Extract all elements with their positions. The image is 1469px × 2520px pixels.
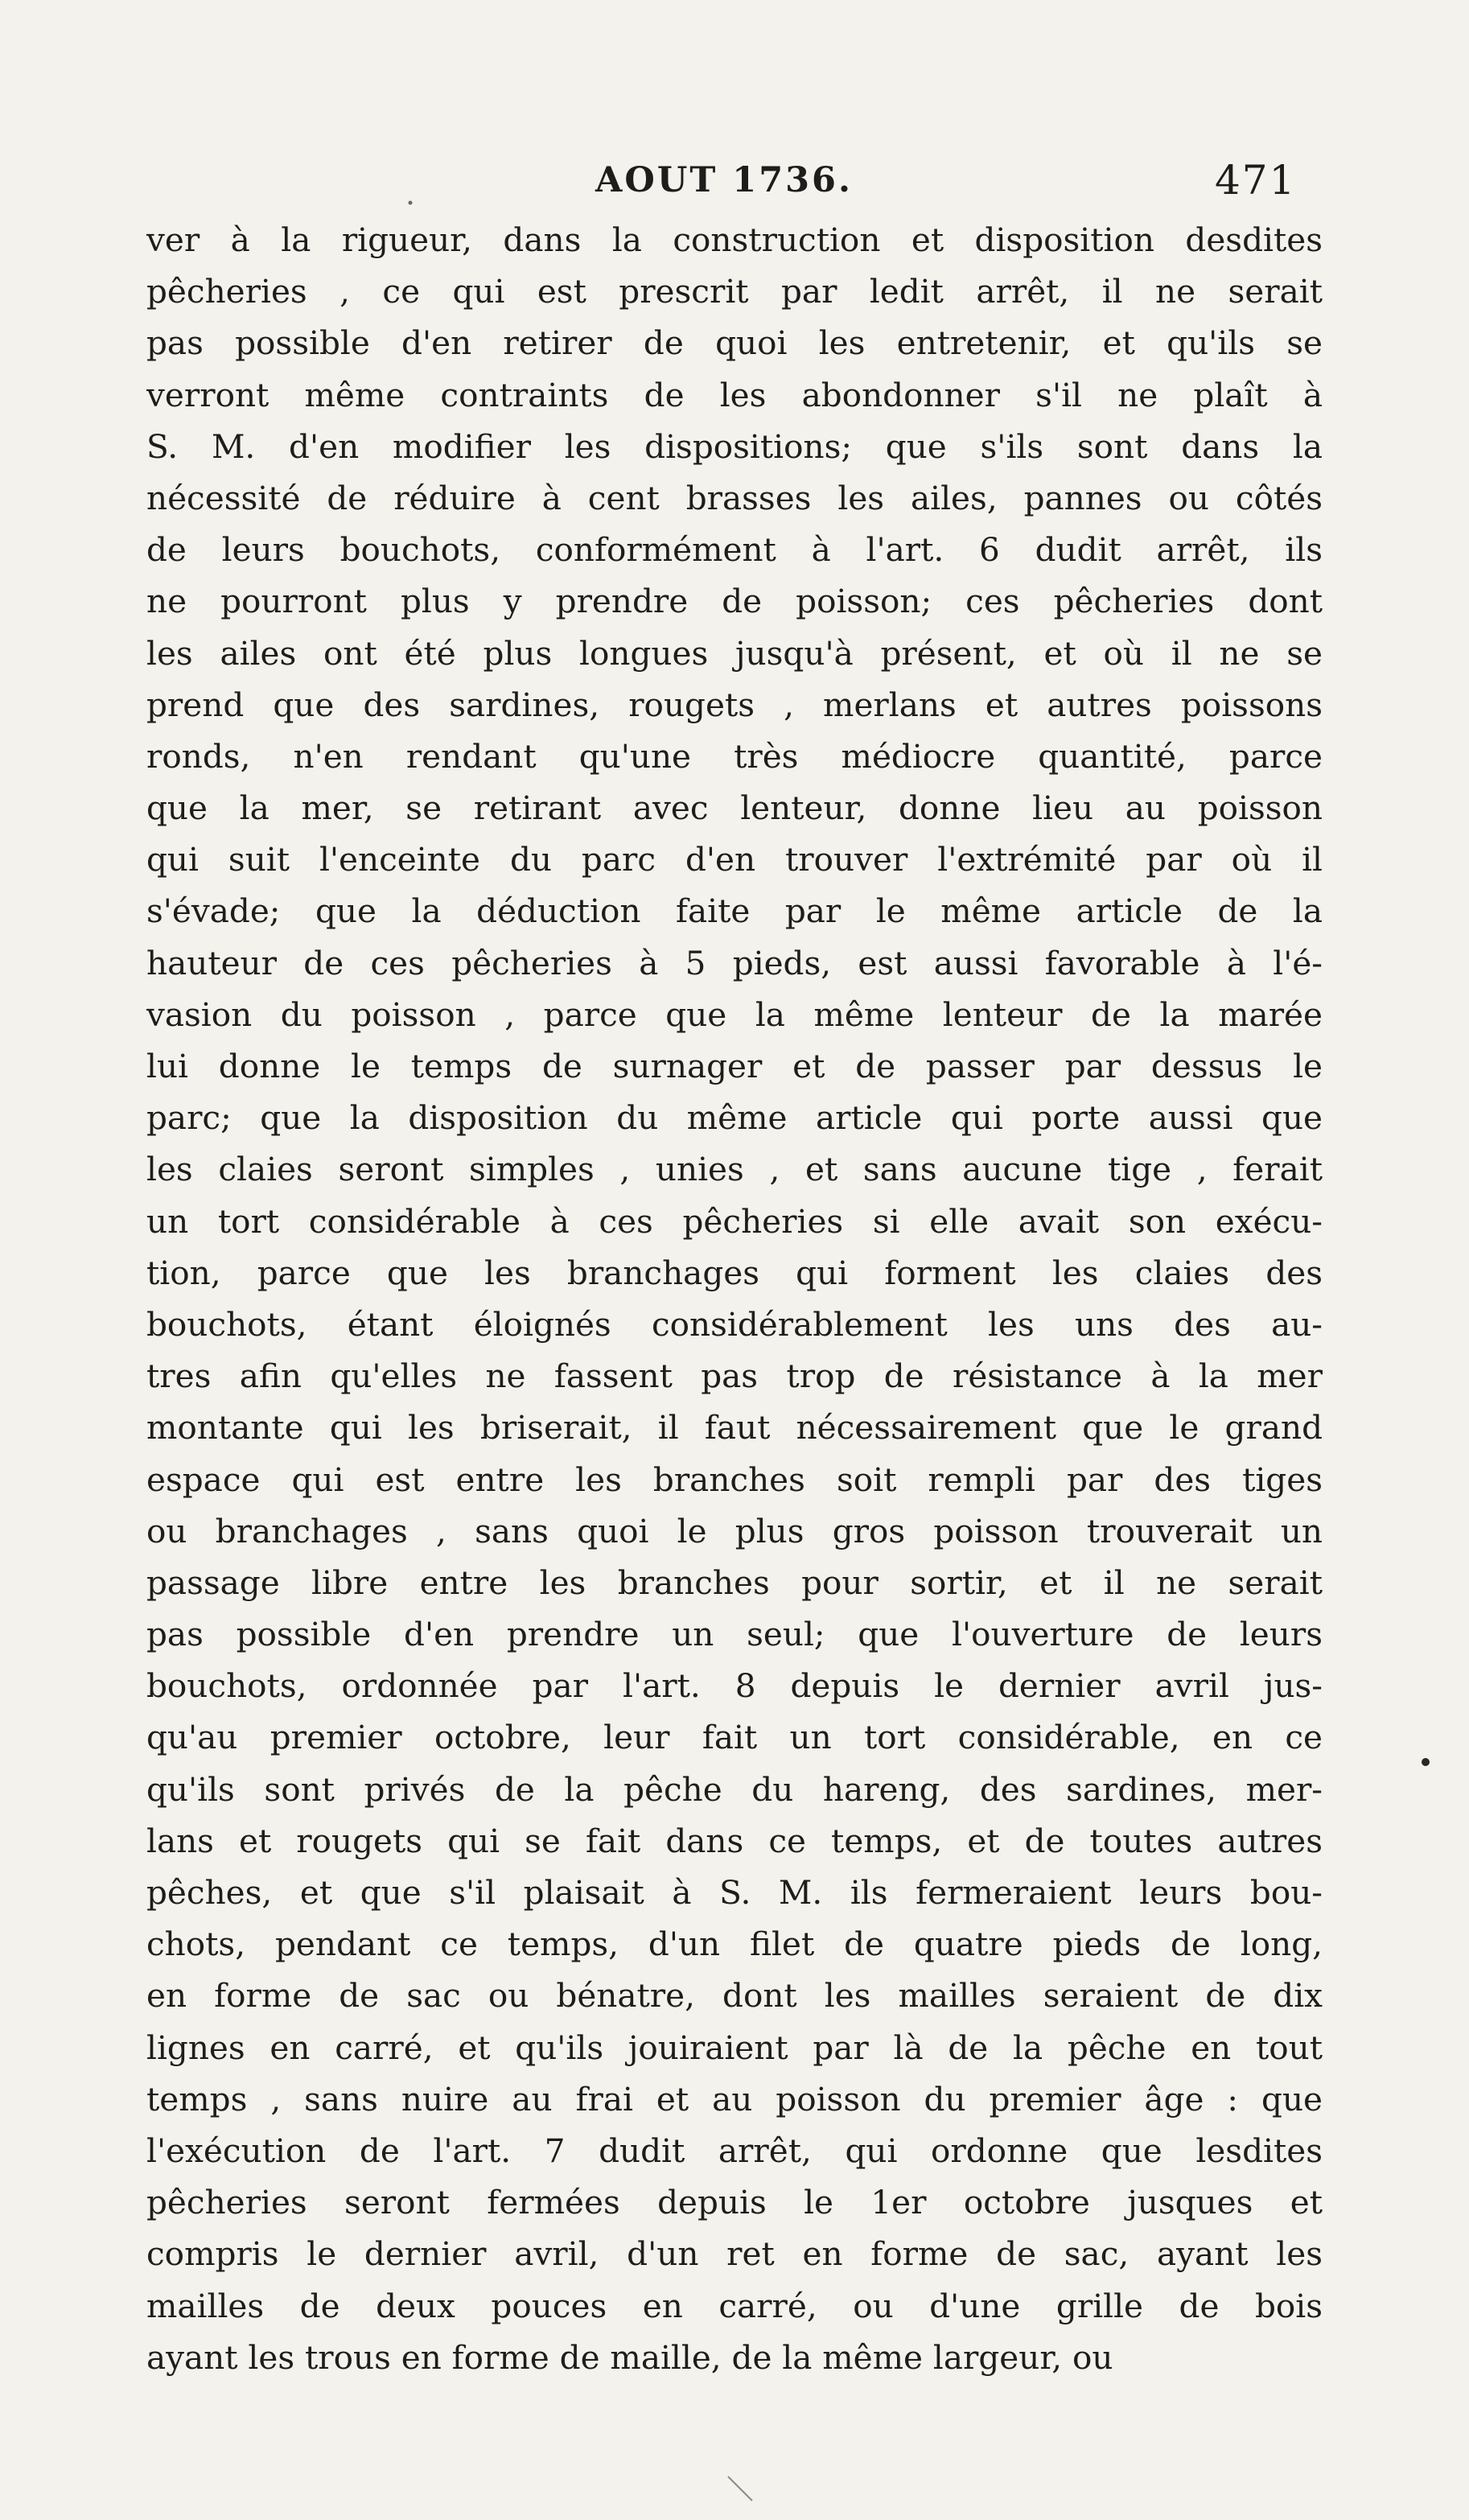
text-line: pas possible d'en retirer de quoi les entretenir, et qu'ils se — [146, 323, 1323, 363]
text-line: S. M. d'en modifier les dispositions; que s'ils sont dans la — [146, 426, 1323, 466]
text-line: nécessité de réduire à cent brasses les ailes, pannes ou côtés — [146, 478, 1323, 517]
text-line: chots, pendant ce temps, d'un filet de quatre pieds de long, — [146, 1925, 1323, 1964]
text-line: les ailes ont été plus longues jusqu'à présent, et où il ne se — [146, 633, 1323, 673]
text-line: montante qui les briserait, il faut nécessairement que le grand — [146, 1408, 1323, 1447]
text-line: hauteur de ces pêcheries à 5 pieds, est aussi favorable à l'é- — [146, 943, 1323, 982]
text-line: temps , sans nuire au frai et au poisson du premier âge : que — [146, 2079, 1323, 2119]
text-line: pêches, et que s'il plaisait à S. M. ils fermeraient leurs bou- — [146, 1873, 1323, 1912]
text-line: mailles de deux pouces en carré, ou d'une grille de bois — [146, 2286, 1323, 2325]
text-line: de leurs bouchots, conformément à l'art. 6 dudit arrêt, ils — [146, 530, 1323, 570]
text-line: qu'au premier octobre, leur fait un tort considérable, en ce — [146, 1718, 1323, 1757]
text-line: que la mer, se retirant avec lenteur, donne lieu au poisson — [146, 789, 1323, 828]
paper-fiber — [728, 2477, 752, 2501]
text-line: lignes en carré, et qu'ils jouiraient par là de la pêche en tout — [146, 2028, 1323, 2067]
text-line: vasion du poisson , parce que la même lenteur de la marée — [146, 994, 1323, 1034]
text-line: compris le dernier avril, d'un ret en forme de sac, ayant les — [146, 2234, 1323, 2274]
running-head — [145, 157, 1319, 213]
text-line: pêcheries , ce qui est prescrit par ledit arrêt, il ne serait — [146, 272, 1323, 311]
text-line: verront même contraints de les abondonner s'il ne plaît à — [146, 375, 1323, 414]
text-line: ronds, n'en rendant qu'une très médiocre quantité, parce — [146, 736, 1323, 776]
text-line: bouchots, étant éloignés considérablement les uns des au- — [146, 1304, 1323, 1344]
text-line: ayant les trous en forme de maille, de la même largeur, ou — [146, 2337, 1113, 2377]
text-line: un tort considérable à ces pêcheries si elle avait son exécu- — [146, 1201, 1323, 1241]
text-line: tion, parce que les branchages qui forment les claies des — [146, 1253, 1323, 1292]
text-line: les claies seront simples , unies , et sans aucune tige , ferait — [146, 1150, 1323, 1189]
text-line: qu'ils sont privés de la pêche du hareng, des sardines, mer- — [146, 1769, 1323, 1809]
text-line: ne pourront plus y prendre de poisson; ces pêcheries dont — [146, 582, 1323, 621]
text-line: parc; que la disposition du même article qui porte aussi que — [146, 1098, 1323, 1138]
text-line: passage libre entre les branches pour sortir, et il ne serait — [146, 1563, 1323, 1602]
text-line: l'exécution de l'art. 7 dudit arrêt, qui ordonne que lesdites — [146, 2131, 1323, 2170]
text-line: lui donne le temps de surnager et de passer par dessus le — [146, 1047, 1323, 1085]
page-number: 471 — [1215, 157, 1297, 204]
text-line: lans et rougets qui se fait dans ce temps, et de toutes autres — [146, 1821, 1323, 1860]
text-line: ou branchages , sans quoi le plus gros poisson trouverait un — [146, 1511, 1323, 1550]
text-line: bouchots, ordonnée par l'art. 8 depuis le dernier avril jus- — [146, 1666, 1323, 1706]
text-line: en forme de sac ou bénatre, dont les mailles seraient de dix — [146, 1976, 1323, 2016]
text-line: pas possible d'en prendre un seul; que l'ouverture de leurs — [146, 1615, 1323, 1654]
header-title: AOUT 1736. — [595, 160, 853, 200]
text-line: espace qui est entre les branches soit rempli par des tiges — [146, 1460, 1323, 1499]
body-text — [146, 214, 1323, 2383]
text-line: tres afin qu'elles ne fassent pas trop de résistance à la mer — [146, 1357, 1323, 1396]
text-line: pêcheries seront fermées depuis le 1er octobre jusques et — [146, 2183, 1323, 2222]
text-line: prend que des sardines, rougets , merlans et autres poissons — [146, 685, 1323, 724]
ink-speck — [1422, 1758, 1430, 1766]
text-line: s'évade; que la déduction faite par le même article de la — [146, 891, 1323, 931]
text-line: qui suit l'enceinte du parc d'en trouver l'extrémité par où il — [146, 840, 1323, 879]
text-line: ver à la rigueur, dans la construction et disposition desdites — [146, 220, 1323, 259]
